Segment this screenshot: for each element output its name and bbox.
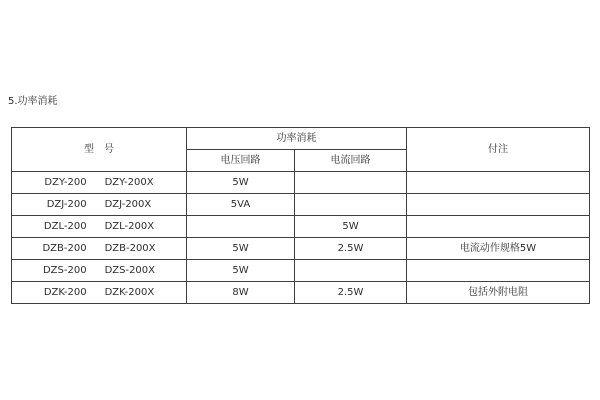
model-name: DZK-200 — [43, 286, 87, 298]
voltage-circuit-cell — [187, 216, 295, 238]
current-circuit-cell — [295, 194, 407, 216]
current-circuit-cell — [295, 260, 407, 282]
header-row-top — [12, 128, 590, 150]
model-cell — [12, 194, 187, 216]
voltage-circuit-cell: 5W — [187, 172, 295, 194]
current-circuit-cell — [295, 172, 407, 194]
table-row — [12, 238, 590, 260]
table-row — [12, 216, 590, 238]
voltage-circuit-cell: 5W — [187, 260, 295, 282]
voltage-circuit-cell: 5VA — [187, 194, 295, 216]
col-header-voltage-circuit: 电压回路 — [187, 150, 295, 172]
table-row — [12, 194, 590, 216]
model-cell — [12, 238, 187, 260]
table-row — [12, 260, 590, 282]
col-header-note: 付注 — [407, 128, 590, 172]
note-cell: 包括外附电阻 — [407, 282, 590, 304]
current-circuit-cell: 5W — [295, 216, 407, 238]
note-cell: 电流动作规格5W — [407, 238, 590, 260]
model-name: DZY-200 — [44, 176, 87, 188]
voltage-circuit-cell: 8W — [187, 282, 295, 304]
model-name-variant: DZB-200X — [104, 242, 156, 254]
model-name-variant: DZK-200X — [104, 286, 155, 298]
model-name-variant: DZL-200X — [104, 220, 155, 232]
model-name-variant: DZJ-200X — [104, 198, 152, 210]
model-name: DZS-200 — [42, 264, 87, 276]
section-title: 5.功率消耗 — [8, 96, 58, 107]
note-cell — [407, 260, 590, 282]
table-row — [12, 172, 590, 194]
col-header-power: 功率消耗 — [187, 128, 407, 150]
model-name: DZL-200 — [43, 220, 87, 232]
current-circuit-cell: 2.5W — [295, 282, 407, 304]
model-name-variant: DZY-200X — [104, 176, 154, 188]
model-cell — [12, 260, 187, 282]
model-name: DZJ-200 — [46, 198, 87, 210]
model-cell — [12, 172, 187, 194]
model-name-variant: DZS-200X — [104, 264, 156, 276]
note-cell — [407, 172, 590, 194]
voltage-circuit-cell: 5W — [187, 238, 295, 260]
table-row — [12, 282, 590, 304]
model-cell — [12, 216, 187, 238]
power-consumption-table — [11, 127, 590, 304]
current-circuit-cell: 2.5W — [295, 238, 407, 260]
col-header-model: 型 号 — [12, 128, 187, 172]
note-cell — [407, 216, 590, 238]
col-header-current-circuit: 电流回路 — [295, 150, 407, 172]
model-cell — [12, 282, 187, 304]
note-cell — [407, 194, 590, 216]
model-name: DZB-200 — [42, 242, 87, 254]
